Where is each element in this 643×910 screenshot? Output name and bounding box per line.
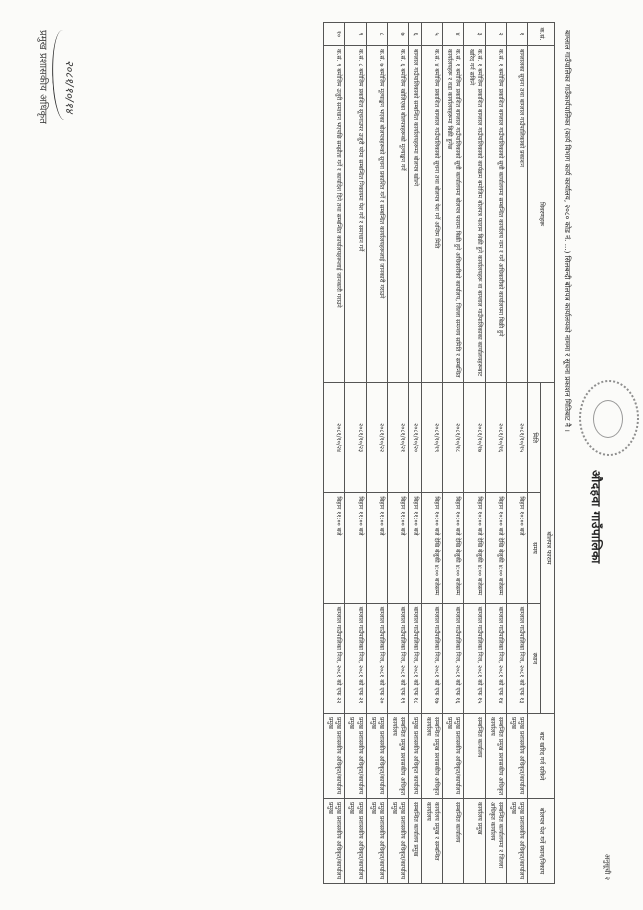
cell-place: बाग्लाल गाउँपालिका निज, २०८१ को एफ १७: [422, 603, 443, 713]
cell-sn: ६: [408, 23, 421, 46]
table-row: [324, 23, 345, 884]
municipality-name: औदहवा गाउँपालिका: [589, 470, 603, 564]
cell-place: बाग्लाल गाउँपालिका निज, २०८१ को एफ २१: [345, 603, 366, 713]
cell-sn: ८: [366, 23, 387, 46]
cell-sn: ७: [387, 23, 408, 46]
cell-sale: सम्बन्धित प्रमुख प्रशासकीय अधिकृत कार्यालय: [485, 714, 506, 799]
cell-time: बिहान ११:०० बजे: [324, 493, 345, 603]
cell-sale: सम्बन्धित कार्यालय: [464, 714, 485, 799]
header-time: समय: [528, 493, 542, 603]
cell-time: बिहान १०:०० बजे देखि बेलुकी ४:०० बजेसम्म: [422, 493, 443, 603]
cell-place: बाग्लाल गाउँपालिका निज, २०८१ को एफ १३: [506, 603, 527, 713]
cell-date: २०८१/१०/२१: [387, 383, 408, 493]
cell-submit: प्रमुख प्रशासकीय अधिकृत/कार्यालय प्रमुख: [387, 799, 408, 884]
cell-date: २०८१/१०/२४: [324, 383, 345, 493]
cell-sale: सम्बन्धित प्रमुख प्रशासकीय अधिकृत कार्यालय: [422, 714, 443, 799]
cell-desc: क.सं. ७ बमोजिम मूल्याङ्कन भएका बोलपत्रहरूको सूचना प्रकाशित गर्ने र सम्बन्धित कार्यालयहरूलाई जानकारी गराउने: [366, 46, 387, 383]
header-date: मिति: [528, 383, 542, 493]
cell-sn: ३: [464, 23, 485, 46]
table-row: [506, 23, 527, 884]
table-row: [345, 23, 366, 884]
cell-sale: प्रमुख प्रशासकीय अधिकृत/कार्यालय प्रमुख: [366, 714, 387, 799]
cell-desc: क.सं. ८ बमोजिम प्रकाशित सूचनाउपर उजुरी परेमा सम्बन्धित निकायमा पेश गर्ने र समाधान गर्ने: [345, 46, 366, 383]
cell-sale: प्रमुख प्रशासकीय अधिकृत/कार्यालय प्रमुख: [345, 714, 366, 799]
cell-sale: सम्बन्धित प्रमुख प्रशासकीय अधिकृत कार्यालय: [387, 714, 408, 799]
cell-submit: प्रमुख प्रशासकीय अधिकृत/कार्यालय प्रमुख: [324, 799, 345, 884]
cell-date: २०८१/१०/१५: [506, 383, 527, 493]
cell-time: बिहान ११:०० बजे: [345, 493, 366, 603]
cell-date: २०८१/१०/१९: [422, 383, 443, 493]
cell-submit: सम्बन्धित कार्यालय प्रमुख: [408, 799, 421, 884]
cell-submit: प्रमुख प्रशासकीय अधिकृत/कार्यालय प्रमुख: [366, 799, 387, 884]
cell-date: २०८१/१०/१६: [485, 383, 506, 493]
cell-time: बिहान ११:०० बजे: [366, 493, 387, 603]
cell-desc: क.सं. ६ बमोजिम खोलिएका बोलपत्रहरूको मूल्याङ्कन गर्ने: [387, 46, 408, 383]
cell-place: बाग्लाल गाउँपालिका निज, २०८१ को एफ १८: [408, 603, 421, 713]
cell-time: बिहान ११:०० बजे: [387, 493, 408, 603]
table-row: [464, 23, 485, 884]
cell-submit: कार्यालय प्रमुख: [464, 799, 485, 884]
cell-submit: सम्बन्धित कार्यालय: [443, 799, 464, 884]
table-row: [408, 23, 421, 884]
header-place: स्थान: [528, 603, 542, 713]
cell-submit: प्रमुख प्रशासकीय अधिकृत/कार्यालय प्रमुख: [345, 799, 366, 884]
signatory-title: प्रमुख प्रशासकीय अधिकृत: [37, 30, 48, 124]
cell-submit: सम्बन्धित कार्यालयमा र जिल्ला अधिकृत कार्यालय: [485, 799, 506, 884]
table-header-row: [541, 23, 555, 884]
document-title: बाग्लाल गाउँपालिका गाउँकार्यपालिका (कार्य विभाग कार्य कार्यालय, २०८० कोड नं. ...) सिलबन्दी बोलपत्र कार्यालयको नाममा र सूचना प्रकाशन मितिबाट नै ।: [563, 30, 572, 432]
cell-place: बाग्लाल गाउँपालिका निज, २०८१ को एफ १६: [443, 603, 464, 713]
header-sn: क.सं.: [528, 23, 555, 46]
cell-sn: १०: [324, 23, 345, 46]
cell-date: २०८१/१०/१७: [464, 383, 485, 493]
cell-sn: १: [506, 23, 527, 46]
cell-submit: कार्यालय प्रमुख र सम्बन्धित कार्यालय: [422, 799, 443, 884]
table-row: [443, 23, 464, 884]
annex-label: अनुसूची २: [603, 853, 611, 880]
cell-time: बिहान १०:०० बजे देखि बेलुकी ४:०० बजेसम्म: [485, 493, 506, 603]
header-schedule: बोलपत्र फाराम: [541, 383, 555, 714]
schedule-table: [323, 22, 555, 884]
cell-place: बाग्लाल गाउँपालिका निज, २०८१ को एफ १५: [464, 603, 485, 713]
header-description: विवरणहरू: [528, 46, 555, 383]
cell-sn: ९: [345, 23, 366, 46]
cell-time: बिहान १०:०० बजे: [506, 493, 527, 603]
cell-sale: प्रमुख प्रशासकीय अधिकृत/कार्यालय प्रमुख: [506, 714, 527, 799]
table-row: [366, 23, 387, 884]
signature-date: २०८१/१०/१४: [63, 60, 76, 114]
seal-inner-ring: [593, 400, 623, 438]
cell-sn: २: [485, 23, 506, 46]
cell-sale: प्रमुख प्रशासकीय अधिकृत/कार्यालय प्रमुख: [443, 714, 464, 799]
cell-date: २०८१/१०/२०: [408, 383, 421, 493]
office-seal-icon: [579, 380, 639, 456]
cell-desc: क.सं. १ बमोजिम प्रकाशित बाग्लाल गाउँपालिकाको सूची कार्यालयमा सम्बन्धित कार्यालय नाम र गर्ने अधिकारीको कार्यालयमा बिक्री हुने: [485, 46, 506, 383]
header-sale: बाट खरिद गर्न सकिने: [528, 714, 555, 799]
cell-place: बाग्लाल गाउँपालिका निज, २०८१ को एफ १९: [387, 603, 408, 713]
cell-time: बिहान १०:०० बजे देखि बेलुकी ४:०० बजेसम्म: [443, 493, 464, 603]
table-row: [485, 23, 506, 884]
cell-date: २०८१/१०/२३: [345, 383, 366, 493]
cell-desc: क.सं. १ बमोजिम प्रकाशित बाग्लाल गाउँपालिकाको कार्यक्रम बमोजिम बोलपत्र फाराम बिक्री हुने कार्यालयहरू वा बाग्लाल गाउँपालिकाका कार्यालयहरूबाट खरिद गर्न सकिने: [464, 46, 485, 383]
cell-desc: बाग्लाल गाउँपालिकाको सम्बन्धित कार्यालयहरूमा बोलपत्र खोल्ने: [408, 46, 421, 383]
cell-place: बाग्लाल गाउँपालिका निज, २०८१ को एफ १४: [485, 603, 506, 713]
cell-sale: प्रमुख प्रशासकीय अधिकृत/कार्यालय प्रमुख: [324, 714, 345, 799]
cell-sn: ४: [443, 23, 464, 46]
cell-desc: क.सं. ४ बमोजिम प्रकाशित बाग्लाल गाउँपालिकाको सूचना तथा बोलपत्र पेश गर्ने अन्तिम मिति: [422, 46, 443, 383]
cell-date: २०८१/१०/१८: [443, 383, 464, 493]
cell-sn: ५: [422, 23, 443, 46]
header-submit: बोलपत्र पेश गर्ने स्थान/निकाय: [528, 799, 555, 884]
table-body: [324, 23, 528, 884]
cell-time: बिहान १०:०० बजे देखि बेलुकी ४:०० बजेसम्म: [464, 493, 485, 603]
cell-submit: प्रमुख प्रशासकीय अधिकृत/कार्यालय प्रमुख: [506, 799, 527, 884]
cell-place: बाग्लाल गाउँपालिका निज, २०८१ को एफ २०: [366, 603, 387, 713]
cell-desc: क.सं. ९ बमोजिम उजुरी समाधान भएपछि सम्झौता गर्ने र कार्यादेश दिने तथा सम्बन्धित कार्यालयहरूलाई जानकारी गराउने: [324, 46, 345, 383]
cell-date: २०८१/१०/२२: [366, 383, 387, 493]
table-row: [422, 23, 443, 884]
table-row: [387, 23, 408, 884]
cell-desc: क.सं. १ बमोजिम प्रकाशित बाग्लाल गाउँपालिकाको सूची कार्यालयमा बोलपत्र फाराम बिक्री हुने अधिकारीको कार्यालय, जिल्ला समन्वय समिति र सम्बन्धित कार्यालयहरू र वडा कार्यालयहरूमा बिक्री हुनेछ: [443, 46, 464, 383]
cell-sale: प्रमुख प्रशासकीय अधिकृत कार्यालय: [408, 714, 421, 799]
cell-place: बाग्लाल गाउँपालिका निज, २०८१ को एफ २२: [324, 603, 345, 713]
cell-time: बिहान ११:०० बजे: [408, 493, 421, 603]
cell-desc: बाग्लालका सूचना तथा बाग्लाल गाउँपालिकाको प्रकाशन: [506, 46, 527, 383]
